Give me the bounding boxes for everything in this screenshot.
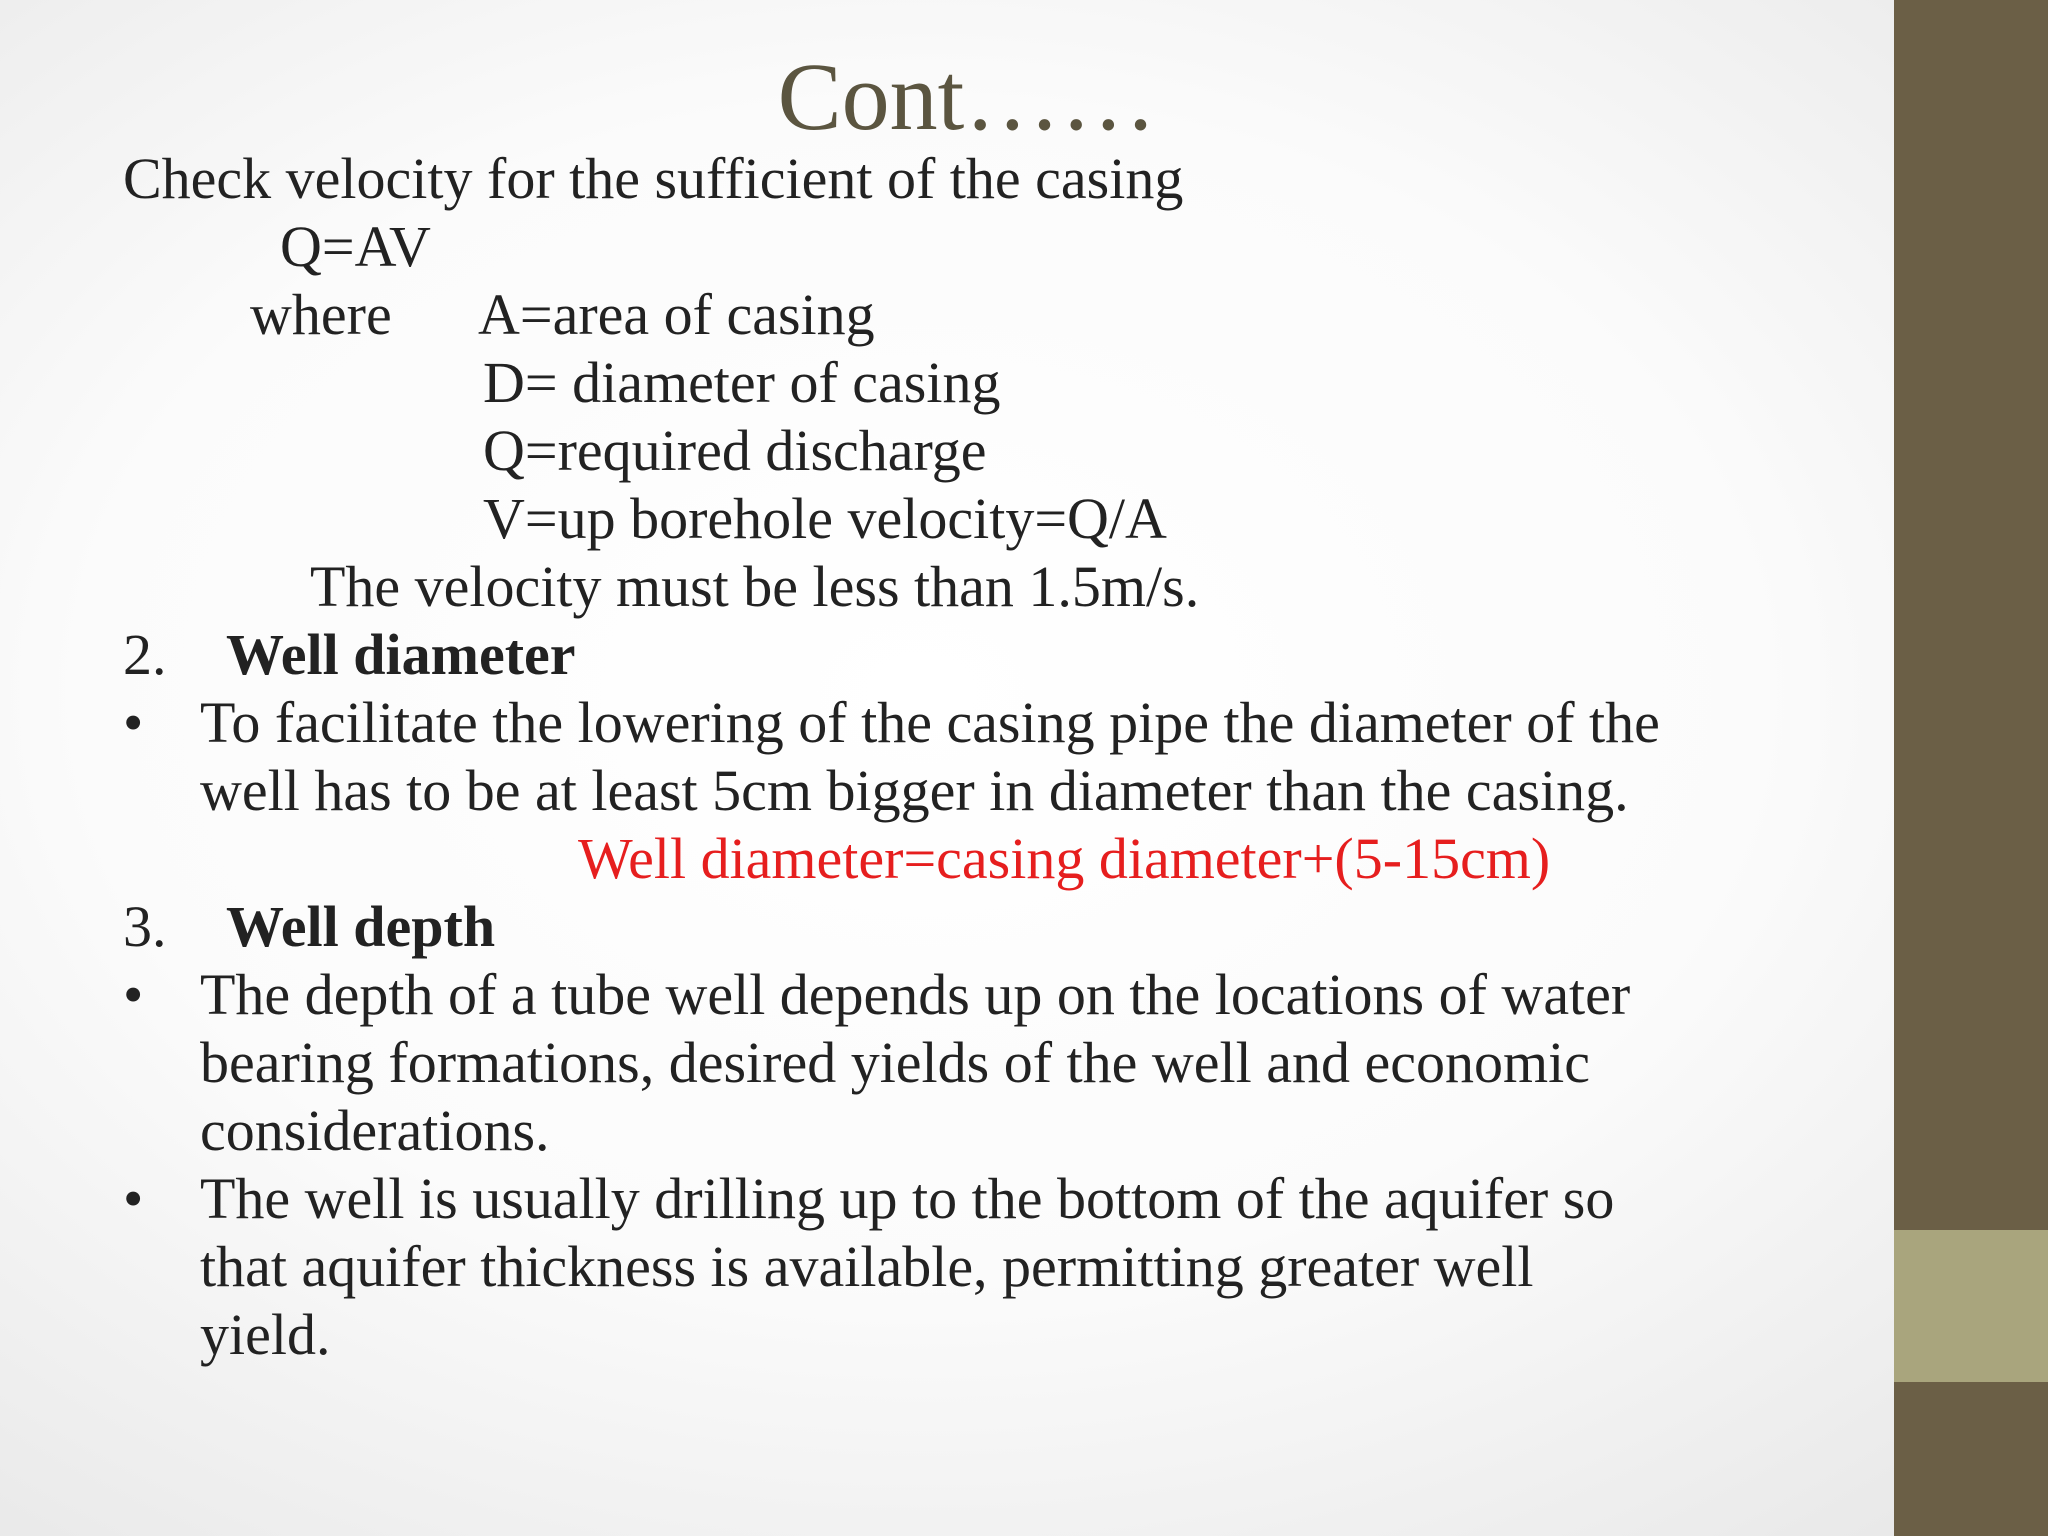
section-title: Well diameter	[226, 622, 576, 687]
bullet-icon: •	[123, 962, 144, 1027]
bullet-text-line: yield.	[200, 1302, 331, 1367]
definition-diameter: D= diameter of casing	[483, 350, 1001, 415]
bullet-text-line: bearing formations, desired yields of the well and economic	[200, 1030, 1590, 1095]
bullet-text-line: well has to be at least 5cm bigger in diameter than the casing.	[200, 758, 1629, 823]
section-number: 2.	[123, 622, 167, 687]
bullet-text-line: The depth of a tube well depends up on the locations of water	[200, 962, 1631, 1027]
velocity-limit-note: The velocity must be less than 1.5m/s.	[310, 554, 1200, 619]
definition-discharge: Q=required discharge	[483, 418, 987, 483]
continuity-formula: Q=AV	[280, 214, 431, 279]
velocity-check-heading: Check velocity for the sufficient of the casing	[123, 146, 1184, 211]
section-number: 3.	[123, 894, 167, 959]
section-title: Well depth	[226, 894, 496, 959]
slide-title: Cont……	[777, 43, 1157, 150]
definition-velocity: V=up borehole velocity=Q/A	[483, 486, 1167, 551]
definition-area: A=area of casing	[478, 282, 875, 347]
bullet-icon: •	[123, 690, 144, 755]
bullet-icon: •	[123, 1166, 144, 1231]
sidebar-accent-block	[1894, 1230, 2048, 1382]
bullet-text-line: The well is usually drilling up to the bottom of the aquifer so	[200, 1166, 1615, 1231]
bullet-text-line: To facilitate the lowering of the casing pipe the diameter of the	[200, 690, 1660, 755]
bullet-text-line: that aquifer thickness is available, permitting greater well	[200, 1234, 1534, 1299]
where-label: where	[250, 282, 392, 347]
well-diameter-formula: Well diameter=casing diameter+(5-15cm)	[578, 826, 1551, 891]
bullet-text-line: considerations.	[200, 1098, 550, 1163]
